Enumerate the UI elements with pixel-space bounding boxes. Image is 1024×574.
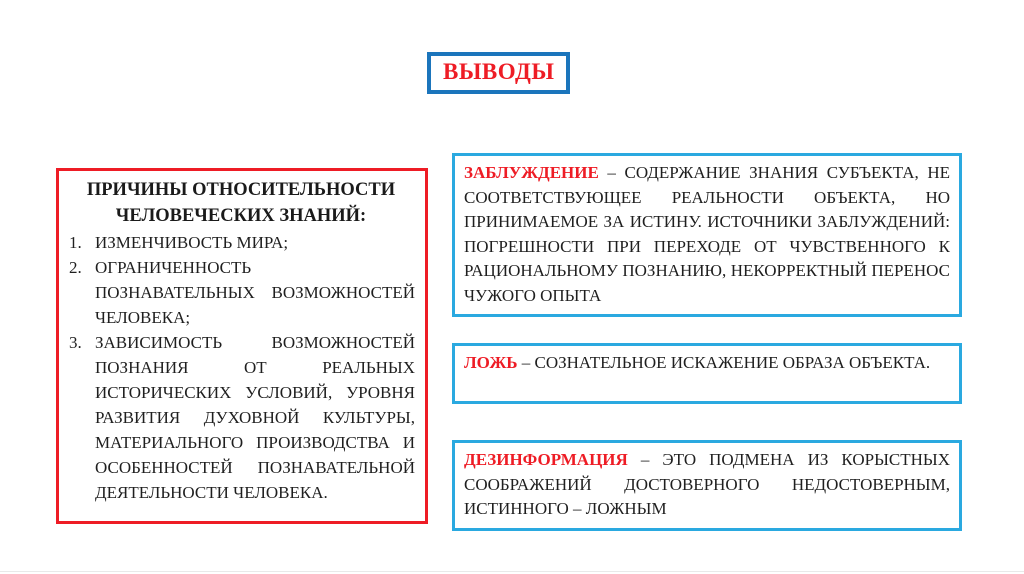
definition-term: ЗАБЛУЖДЕНИЕ (464, 163, 599, 182)
list-item-text: ЗАВИСИМОСТЬ ВОЗМОЖНОСТЕЙ ПОЗНАНИЯ ОТ РЕАЛЬНЫХ ИСТОРИЧЕСКИХ УСЛОВИЙ, УРОВНЯ РАЗВИТИЯ ДУХОВНОЙ КУЛЬТУРЫ, МАТЕРИАЛЬНОГО ПРОИЗВОДСТВА И ОСОБЕННОСТЕЙ ПОЗНАВАТЕЛЬНОЙ ДЕЯТЕЛЬНОСТИ ЧЕЛОВЕКА. (95, 333, 415, 502)
list-item-number: 3. (69, 333, 82, 352)
list-item (67, 255, 415, 330)
definition-box-disinformation (452, 440, 962, 531)
definition-text: – СОЗНАТЕЛЬНОЕ ИСКАЖЕНИЕ ОБРАЗА ОБЪЕКТА. (517, 353, 931, 372)
list-item (67, 330, 415, 505)
list-item-text: ИЗМЕНЧИВОСТЬ МИРА; (95, 233, 289, 252)
list-item-number: 2. (69, 258, 82, 277)
causes-box (56, 168, 428, 524)
causes-heading: ПРИЧИНЫ ОТНОСИТЕЛЬНОСТИ ЧЕЛОВЕЧЕСКИХ ЗНАНИЙ: (86, 180, 396, 226)
list-item (67, 230, 415, 255)
list-item-text: ОГРАНИЧЕННОСТЬ ПОЗНАВАТЕЛЬНЫХ ВОЗМОЖНОСТЕЙ ЧЕЛОВЕКА; (95, 258, 415, 327)
definition-text: – СОДЕРЖАНИЕ ЗНАНИЯ СУБЪЕКТА, НЕ СООТВЕТСТВУЮЩЕЕ РЕАЛЬНОСТИ ОБЪЕКТА, НО ПРИНИМАЕМОЕ ЗА ИСТИНУ. ИСТОЧНИКИ ЗАБЛУЖДЕНИЙ: ПОГРЕШНОСТИ ПРИ ПЕРЕХОДЕ ОТ ЧУВСТВЕННОГО К РАЦИОНАЛЬНОМУ ПОЗНАНИЮ, НЕКОРРЕКТНЫЙ ПЕРЕНОС ЧУЖОГО ОПЫТА (464, 163, 950, 305)
list-item-number: 1. (69, 233, 82, 252)
slide-bottom-edge (0, 571, 1024, 572)
definition-term: ЛОЖЬ (464, 353, 518, 372)
definition-term: ДЕЗИНФОРМАЦИЯ (464, 450, 628, 469)
causes-list (67, 230, 415, 505)
definition-box-lie (452, 343, 962, 404)
definition-text: – ЭТО ПОДМЕНА ИЗ КОРЫСТНЫХ СООБРАЖЕНИЙ ДОСТОВЕРНОГО НЕДОСТОВЕРНЫМ, ИСТИННОГО – ЛОЖНЫМ (464, 450, 950, 518)
page-title: ВЫВОДЫ (443, 59, 555, 84)
definition-box-delusion (452, 153, 962, 317)
conclusions-title-box (427, 52, 570, 94)
